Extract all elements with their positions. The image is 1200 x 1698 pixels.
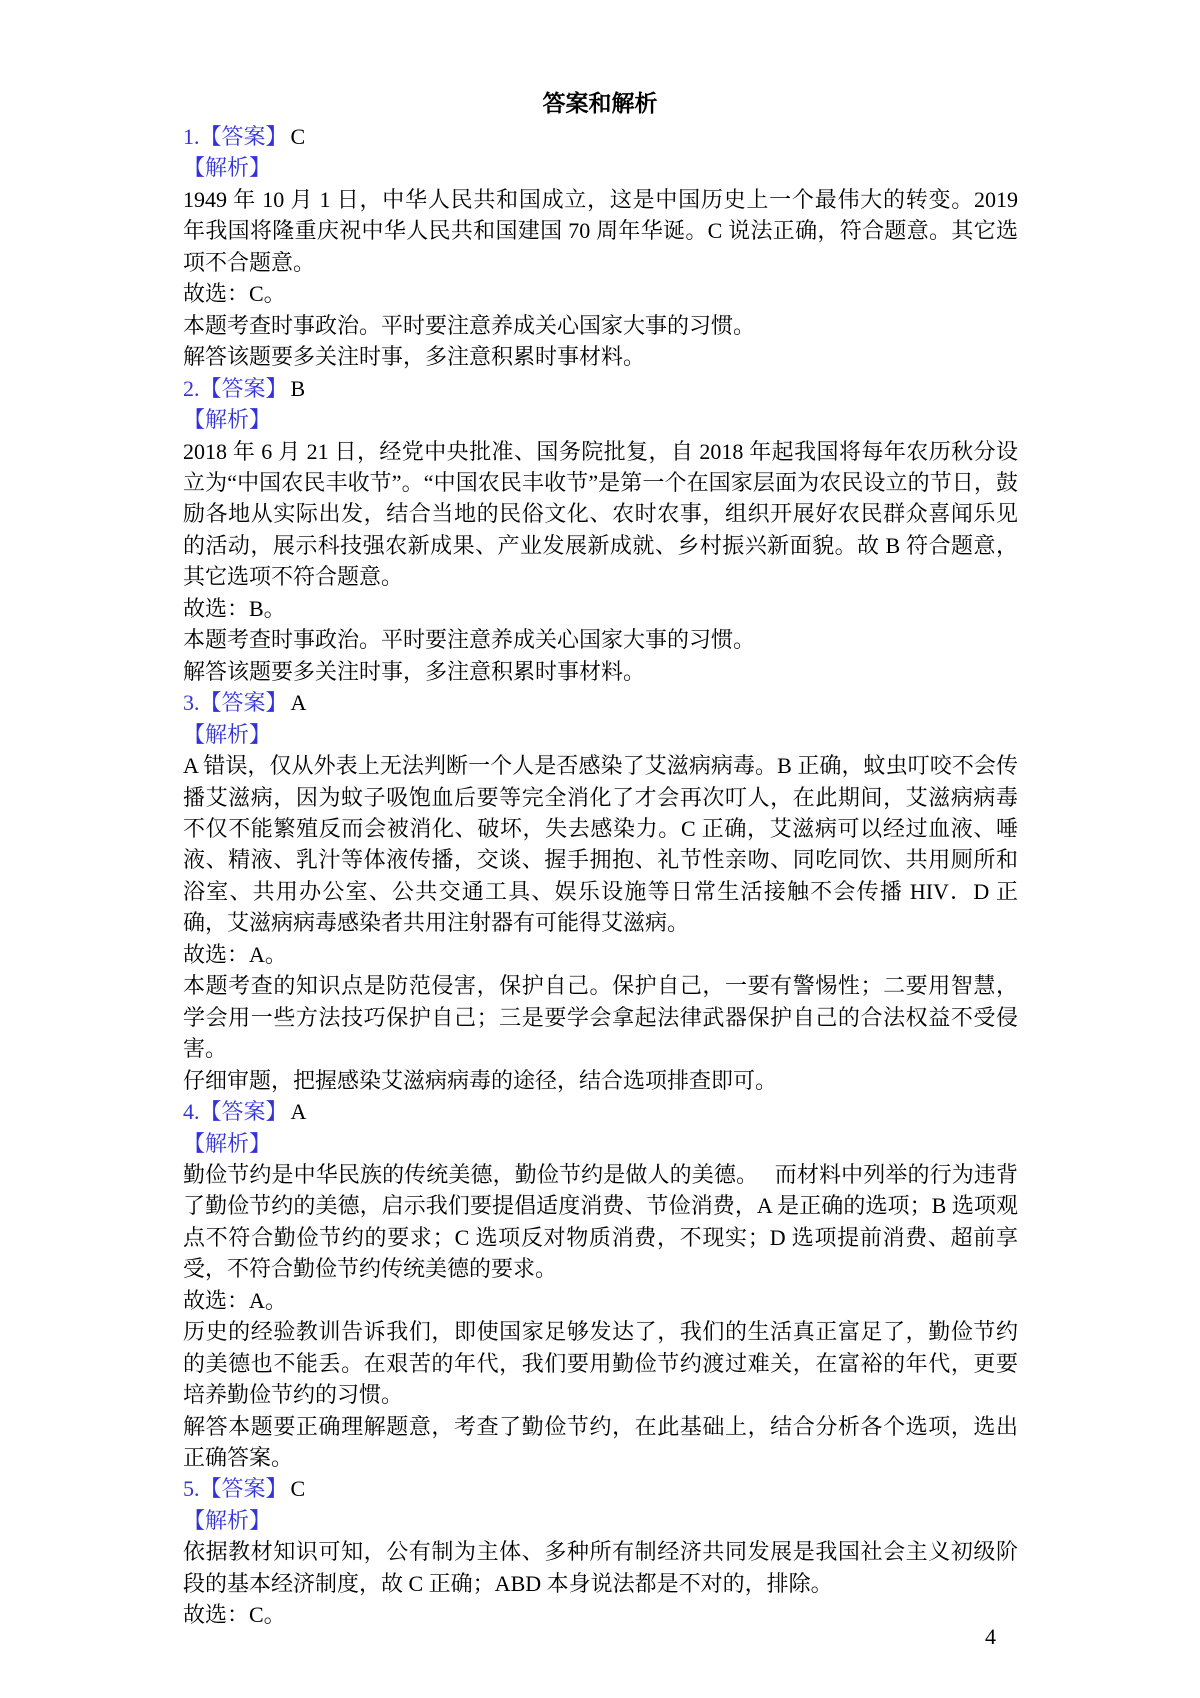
analysis-paragraph: 1949 年 10 月 1 日，中华人民共和国成立，这是中国历史上一个最伟大的转变。2019 年我国将隆重庆祝中华人民共和国建国 70 周年华诞。C 说法正确，符合题意。其它选项不合题意。 <box>183 186 1018 275</box>
analysis-paragraph: 本题考查时事政治。平时要注意养成关心国家大事的习惯。 <box>183 312 756 338</box>
answer-line <box>183 1473 1018 1504</box>
answer-line <box>183 687 1018 718</box>
analysis-paragraph: 故选：B。 <box>183 595 286 621</box>
analysis-body <box>183 1159 1018 1474</box>
answer-label: 【答案】 <box>199 375 288 401</box>
answer-line <box>183 121 1018 152</box>
analysis-paragraph: 仔细审题，把握感染艾滋病病毒的途径，结合选项排查即可。 <box>183 1067 778 1093</box>
analysis-paragraph: 解答该题要多关注时事，多注意积累时事材料。 <box>183 658 646 684</box>
answer-label: 【答案】 <box>199 1476 288 1502</box>
answer-section <box>183 373 1018 688</box>
analysis-body <box>183 184 1018 373</box>
answer-line <box>183 373 1018 404</box>
analysis-paragraph: 本题考查时事政治。平时要注意养成关心国家大事的习惯。 <box>183 627 756 653</box>
analysis-paragraph: 解答该题要多关注时事，多注意积累时事材料。 <box>183 344 646 370</box>
analysis-paragraph: A 错误，仅从外表上无法判断一个人是否感染了艾滋病病毒。B 正确，蚊虫叮咬不会传播艾滋病，因为蚊子吸饱血后要等完全消化了才会再次叮人，在此期间，艾滋病病毒不仅不能繁殖反而会被消化、破坏，失去感染力。C 正确，艾滋病可以经过血液、唾液、精液、乳汁等体液传播，交谈、握手拥抱、礼节性亲吻、同吃同饮、共用厕所和浴室、共用办公室、公共交通工具、娱乐设施等日常生活接触不会传播 HIV．D 正确，艾滋病病毒感染者共用注射器有可能得艾滋病。 <box>183 753 1018 936</box>
answer-letter: C <box>290 1476 306 1502</box>
question-number: 2. <box>183 375 200 401</box>
answer-line <box>183 1096 1018 1127</box>
answer-label: 【答案】 <box>199 1099 288 1125</box>
answer-letter: C <box>290 124 306 149</box>
answer-letter: A <box>290 690 307 716</box>
answer-letter: B <box>290 375 306 401</box>
analysis-label: 【解析】 <box>183 155 272 181</box>
answer-label: 【答案】 <box>199 124 288 149</box>
analysis-body <box>183 1536 1018 1630</box>
answer-section <box>183 687 1018 1096</box>
analysis-paragraph: 解答本题要正确理解题意，考查了勤俭节约，在此基础上，结合分析各个选项，选出正确答案。 <box>183 1413 1018 1471</box>
analysis-paragraph: 勤俭节约是中华民族的传统美德，勤俭节约是做人的美德。 而材料中列举的行为违背了勤俭节约的美德，启示我们要提倡适度消费、节俭消费，A 是正确的选项；B 选项观点不符合勤俭节约的要求；C 选项反对物质消费，不现实；D 选项提前消费、超前享受，不符合勤俭节约传统美德的要求。 <box>183 1161 1018 1282</box>
analysis-body <box>183 750 1018 1096</box>
answer-section <box>183 1096 1018 1473</box>
answer-label: 【答案】 <box>199 690 288 716</box>
page-title: 答案和解析 <box>542 91 658 116</box>
analysis-label: 【解析】 <box>183 721 272 747</box>
analysis-label: 【解析】 <box>183 1130 272 1156</box>
analysis-label: 【解析】 <box>183 1507 272 1533</box>
analysis-body <box>183 436 1018 688</box>
question-number: 4. <box>183 1099 200 1125</box>
answer-section <box>183 121 1018 373</box>
answers-list <box>183 121 1018 1631</box>
answer-letter: A <box>290 1099 307 1125</box>
analysis-paragraph: 2018 年 6 月 21 日，经党中央批准、国务院批复，自 2018 年起我国将每年农历秋分设立为“中国农民丰收节”。“中国农民丰收节”是第一个在国家层面为农民设立的节日，鼓励各地从实际出发，结合当地的民俗文化、农时农事，组织开展好农民群众喜闻乐见的活动，展示科技强农新成果、产业发展新成就、乡村振兴新面貌。故 B 符合题意，其它选项不符合题意。 <box>183 438 1018 590</box>
analysis-label: 【解析】 <box>183 407 272 433</box>
analysis-paragraph: 本题考查的知识点是防范侵害，保护自己。保护自己，一要有警惕性；二要用智慧，学会用一些方法技巧保护自己；三是要学会拿起法律武器保护自己的合法权益不受侵害。 <box>183 973 1018 1062</box>
answer-section <box>183 1473 1018 1630</box>
analysis-paragraph: 依据教材知识可知，公有制为主体、多种所有制经济共同发展是我国社会主义初级阶段的基本经济制度，故 C 正确；ABD 本身说法都是不对的，排除。 <box>183 1539 1018 1596</box>
question-number: 1. <box>183 124 200 149</box>
analysis-paragraph: 故选：A。 <box>183 1287 287 1313</box>
analysis-paragraph: 故选：C。 <box>183 1602 286 1628</box>
question-number: 3. <box>183 690 200 716</box>
question-number: 5. <box>183 1476 200 1502</box>
analysis-paragraph: 历史的经验教训告诉我们，即使国家足够发达了，我们的生活真正富足了，勤俭节约的美德也不能丢。在艰苦的年代，我们要用勤俭节约渡过难关，在富裕的年代，更要培养勤俭节约的习惯。 <box>183 1319 1018 1408</box>
analysis-paragraph: 故选：C。 <box>183 281 286 307</box>
analysis-paragraph: 故选：A。 <box>183 941 287 967</box>
page-number: 4 <box>985 1624 996 1649</box>
